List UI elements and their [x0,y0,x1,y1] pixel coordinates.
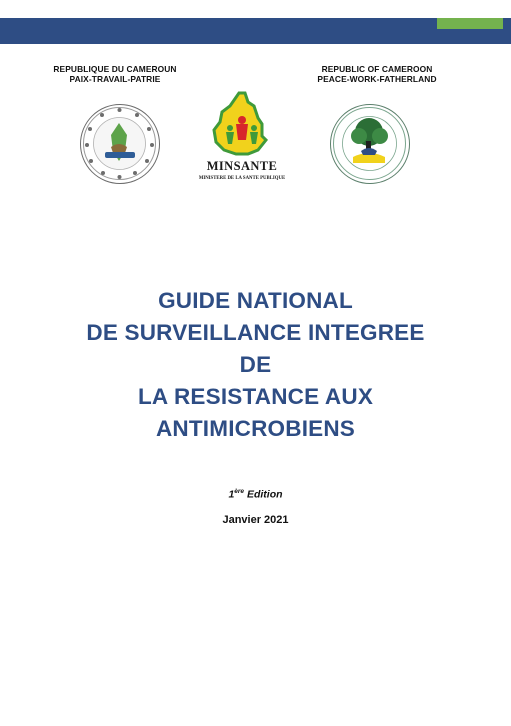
edition-number: 1 [228,488,235,501]
motto-fr: PAIX-TRAVAIL-PATRIE [69,74,161,84]
publication-date: Janvier 2021 [222,514,289,526]
tree-emblem-icon [331,105,408,182]
minsante-name: MINSANTE [206,159,278,173]
title-line-2: DE SURVEILLANCE INTEGREE [86,320,425,345]
republic-seal [330,104,410,184]
document-title [20,285,491,445]
title-line-5: ANTIMICROBIENS [155,416,356,441]
minepia-seal [80,104,160,184]
minepia-emblem-icon [81,105,158,182]
minsante-subtitle: MINISTERE DE LA SANTE PUBLIQUE [198,176,286,181]
header-right [292,64,462,84]
header-left [30,64,200,84]
title-line-3: DE [239,352,272,377]
country-name-en: REPUBLIC OF CAMEROON [321,64,433,74]
edition-label [0,488,511,501]
title-line-1: GUIDE NATIONAL [158,288,353,313]
edition-word: Edition [246,488,283,501]
top-banner-accent [437,18,503,29]
title-line-4: LA RESISTANCE AUX [137,384,374,409]
edition-suffix: ère [234,488,245,495]
motto-en: PEACE-WORK-FATHERLAND [317,74,437,84]
country-name-fr: REPUBLIQUE DU CAMEROUN [53,64,177,74]
top-banner [0,18,511,44]
